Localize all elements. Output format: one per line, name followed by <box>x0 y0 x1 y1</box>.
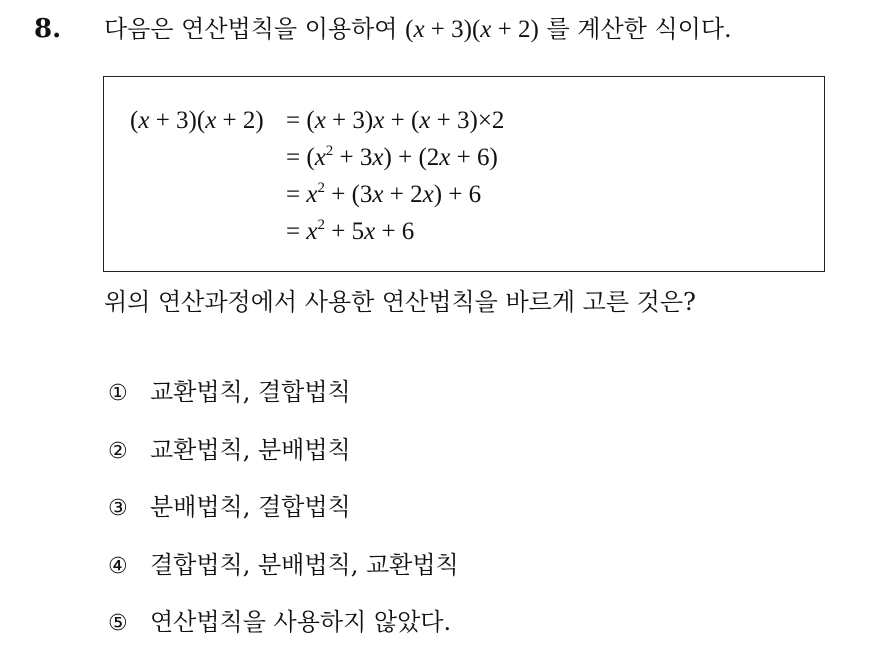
question-stem <box>104 12 732 47</box>
question-prompt: 위의 연산과정에서 사용한 연산법칙을 바르게 고른 것은? <box>104 288 696 316</box>
derivation-lhs: (x + 3)(x + 2) <box>130 107 264 134</box>
answer-choice-4[interactable] <box>108 545 459 603</box>
derivation-step: = $(x^2 + 3x) + (2x + 6)$ <box>286 143 498 171</box>
question-number: 8. <box>34 14 62 44</box>
answer-choice-3[interactable] <box>108 487 459 545</box>
answer-choice-2[interactable] <box>108 430 459 488</box>
choice-marker: ④ <box>108 553 128 579</box>
choice-text: 분배법칙, 결합법칙 <box>150 493 351 521</box>
choice-marker: ① <box>108 381 128 406</box>
stem-expression: (x + 3)(x + 2) <box>405 16 539 43</box>
stem-text-before: 다음은 연산법칙을 이용하여 <box>104 15 398 43</box>
derivation-box <box>103 76 825 272</box>
derivation-step: = (x + 3)x + (x + 3)×2 <box>286 107 505 134</box>
choice-marker: ② <box>108 438 128 464</box>
derivation-step: = $x^2 + (3x + 2x) + 6$ <box>286 180 482 208</box>
choice-marker: ③ <box>108 496 128 521</box>
answer-choice-5[interactable] <box>108 602 459 660</box>
choice-marker: ⑤ <box>108 611 128 636</box>
choice-text: 교환법칙, 결합법칙 <box>150 378 351 406</box>
answer-choice-1[interactable] <box>108 372 459 430</box>
stem-text-after: 를 계산한 식이다. <box>546 15 732 43</box>
choice-text: 결합법칙, 분배법칙, 교환법칙 <box>150 550 459 579</box>
answer-choices <box>108 372 459 660</box>
choice-text: 교환법칙, 분배법칙 <box>150 435 351 464</box>
derivation-step: = $x^2 + 5x + 6$ <box>286 217 415 245</box>
choice-text: 연산법칙을 사용하지 않았다. <box>150 608 452 636</box>
